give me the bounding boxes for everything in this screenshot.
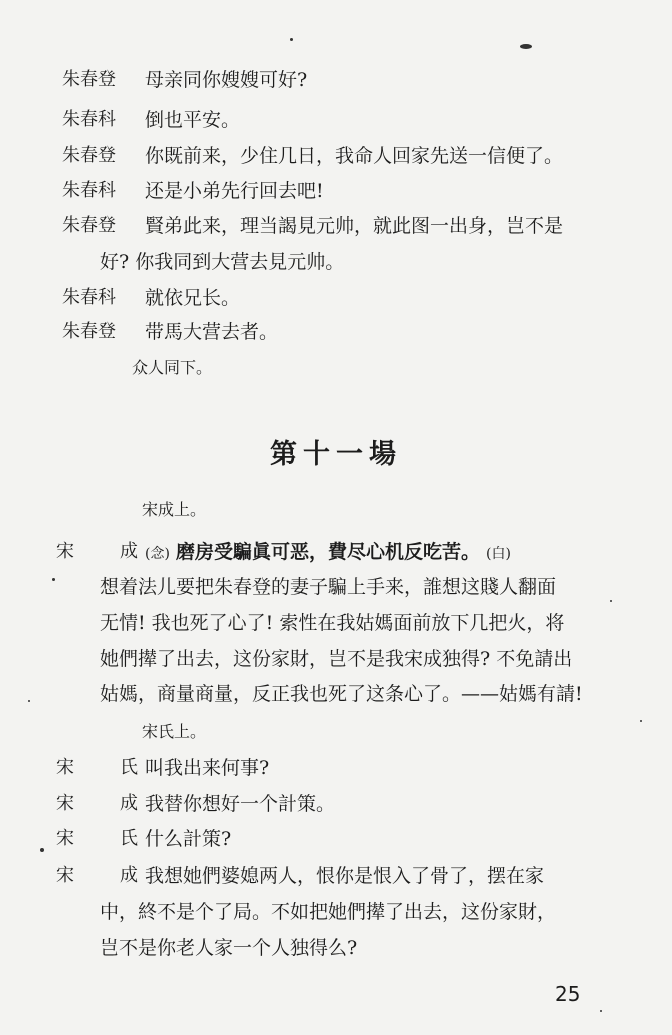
stage-direction: 宋成上。 [142, 500, 207, 519]
scan-speck [600, 1010, 602, 1012]
scan-speck [28, 700, 30, 702]
dialogue-text: 中，終不是个了局。不如把她們撵了出去，这份家財， [100, 901, 557, 923]
scan-speck [290, 38, 293, 41]
dialogue-text: 你既前来，少住几日，我命人回家先送一信便了。 [145, 145, 564, 167]
monologue-text: 想着法儿要把朱春登的妻子騙上手来，誰想这賤人翻面 [100, 576, 557, 598]
scan-speck [52, 578, 55, 581]
dialogue-text: 好? 你我同到大营去見元帅。 [100, 251, 345, 273]
speaker: 宋 氏 [56, 757, 152, 778]
dialogue-text: 我想她們婆媳两人，恨你是恨入了骨了，摆在家 [145, 865, 545, 887]
monologue-text: 无情! 我也死了心了! 索性在我姑媽面前放下几把火，将 [100, 612, 565, 634]
sung-marker: (念) [145, 546, 170, 562]
dialogue-text: 倒也平安。 [145, 109, 241, 131]
speaker: 朱春登 [62, 321, 116, 342]
speaker: 朱春科 [62, 109, 116, 130]
speaker: 朱春科 [62, 180, 116, 201]
scan-speck [520, 44, 532, 49]
speaker: 宋 成 [56, 793, 152, 814]
dialogue-text: 什么計策? [145, 828, 232, 850]
stage-direction: 众人同下。 [132, 358, 213, 377]
dialogue-text: 岂不是你老人家一个人独得么? [100, 937, 358, 959]
scan-speck [640, 720, 642, 722]
page-number: 25 [555, 982, 581, 1006]
scan-speck [40, 848, 44, 852]
dialogue-text: 带馬大营去者。 [145, 321, 279, 343]
scan-speck [610, 600, 612, 602]
sung-text: 磨房受騙眞可恶，費尽心机反吃苦。 [175, 541, 480, 563]
monologue-text: 姑媽，商量商量，反正我也死了这条心了。——姑媽有請! [100, 683, 583, 705]
dialogue-text: 我替你想好一个計策。 [145, 793, 336, 815]
scene-title: 第十一場 [270, 439, 402, 470]
speaker: 朱春科 [62, 287, 116, 308]
dialogue-text: 叫我出来何事? [145, 757, 270, 779]
dialogue-text: 还是小弟先行回去吧! [145, 180, 324, 202]
speaker: 宋 成 [56, 541, 152, 562]
dialogue-text: 就依兄长。 [145, 287, 241, 309]
song-content [145, 538, 511, 568]
speaker: 宋 成 [56, 865, 152, 886]
speaker: 朱春登 [62, 69, 116, 90]
speaker: 宋 氏 [56, 828, 152, 849]
stage-direction: 宋氏上。 [142, 722, 207, 741]
speaker: 朱春登 [62, 215, 116, 236]
spoken-marker: (白) [486, 546, 511, 562]
speaker: 朱春登 [62, 145, 116, 166]
monologue-text: 她們撵了出去，这份家財，岂不是我宋成独得? 不免請出 [100, 648, 573, 670]
dialogue-text: 母亲同你嫂嫂可好? [145, 69, 308, 91]
dialogue-text: 賢弟此来，理当謁見元帅，就此图一出身，岂不是 [145, 215, 564, 237]
